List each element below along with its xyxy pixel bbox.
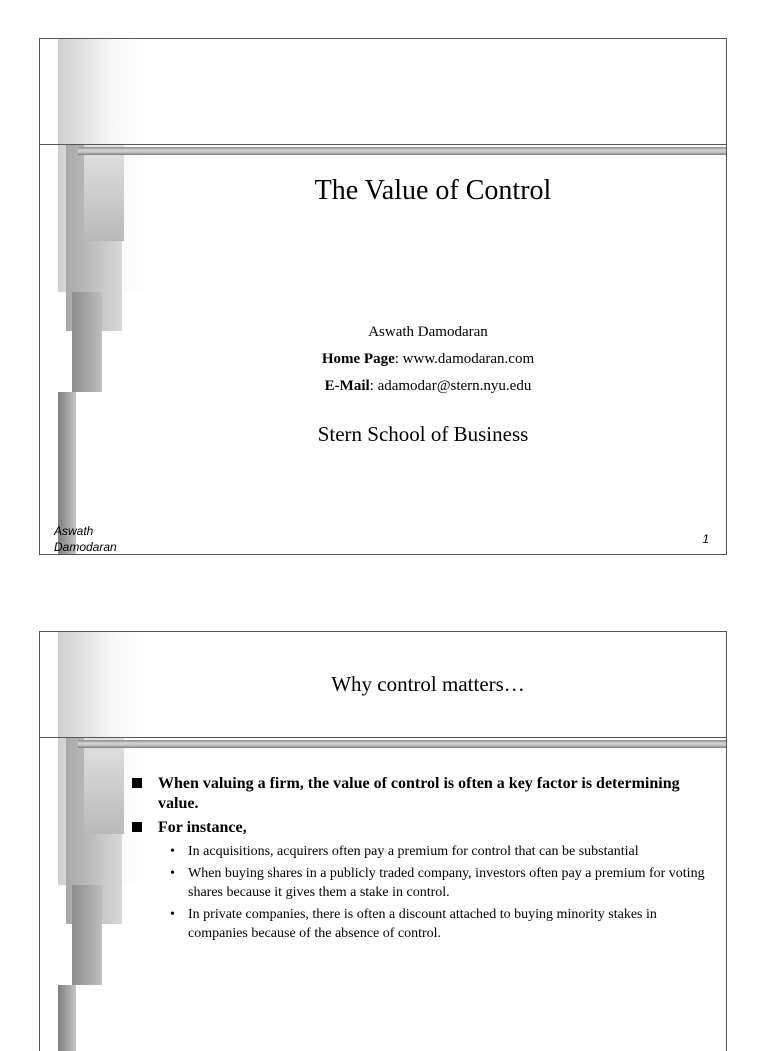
sub-bullet-item: [130, 905, 706, 943]
title-divider-bar: [78, 740, 726, 748]
sub-bullet-text: When buying shares in a publicly traded company, investors often pay a premium for voting shares because it gives them a stake in control.: [188, 866, 705, 900]
footer-author-line: Damodaran: [54, 540, 117, 554]
sub-bullet-item: [130, 842, 706, 861]
bullet-item: [130, 774, 706, 814]
decorative-bar: [58, 985, 76, 1051]
author-block: [180, 319, 676, 400]
title-divider: [40, 144, 726, 145]
homepage-label: Home Page: [321, 351, 395, 367]
decorative-bar: [72, 292, 102, 392]
homepage-line: [180, 346, 676, 373]
square-bullet-icon: [132, 822, 142, 832]
school-name: Stern School of Business: [317, 422, 529, 446]
slide-1: [39, 38, 727, 555]
email-label: E-Mail: [324, 378, 370, 394]
email-line: [180, 373, 676, 400]
dot-bullet-icon: •: [170, 866, 175, 881]
square-bullet-icon: [132, 778, 142, 788]
decorative-bar: [84, 738, 124, 834]
dot-bullet-icon: •: [170, 844, 175, 859]
slide-title: Why control matters…: [331, 672, 525, 696]
title-divider-bar: [78, 147, 726, 155]
decorative-bar: [84, 145, 124, 241]
sub-bullet-text: In acquisitions, acquirers often pay a premium for control that can be substantial: [188, 844, 639, 859]
sub-bullet-text: In private companies, there is often a discount attached to buying minority stakes in companies because of the absence of control.: [188, 907, 657, 941]
bullet-text: For instance,: [158, 819, 247, 836]
bullet-list: [130, 774, 706, 946]
page-number: 1: [702, 532, 709, 546]
bullet-text: When valuing a firm, the value of control is often a key factor is determining value.: [158, 775, 680, 812]
decorative-bar: [72, 885, 102, 985]
footer-author-line: Aswath: [54, 524, 94, 538]
homepage-value[interactable]: : www.damodaran.com: [394, 351, 535, 367]
sub-bullet-item: [130, 864, 706, 902]
footer-author: [54, 523, 144, 555]
email-value[interactable]: : adamodar@stern.nyu.edu: [369, 378, 532, 394]
slide-title: The Value of Control: [314, 175, 552, 206]
bullet-item: [130, 818, 706, 838]
dot-bullet-icon: •: [170, 907, 175, 922]
slide-2: [39, 631, 727, 1051]
author-name: Aswath Damodaran: [368, 324, 488, 340]
title-divider: [40, 737, 726, 738]
